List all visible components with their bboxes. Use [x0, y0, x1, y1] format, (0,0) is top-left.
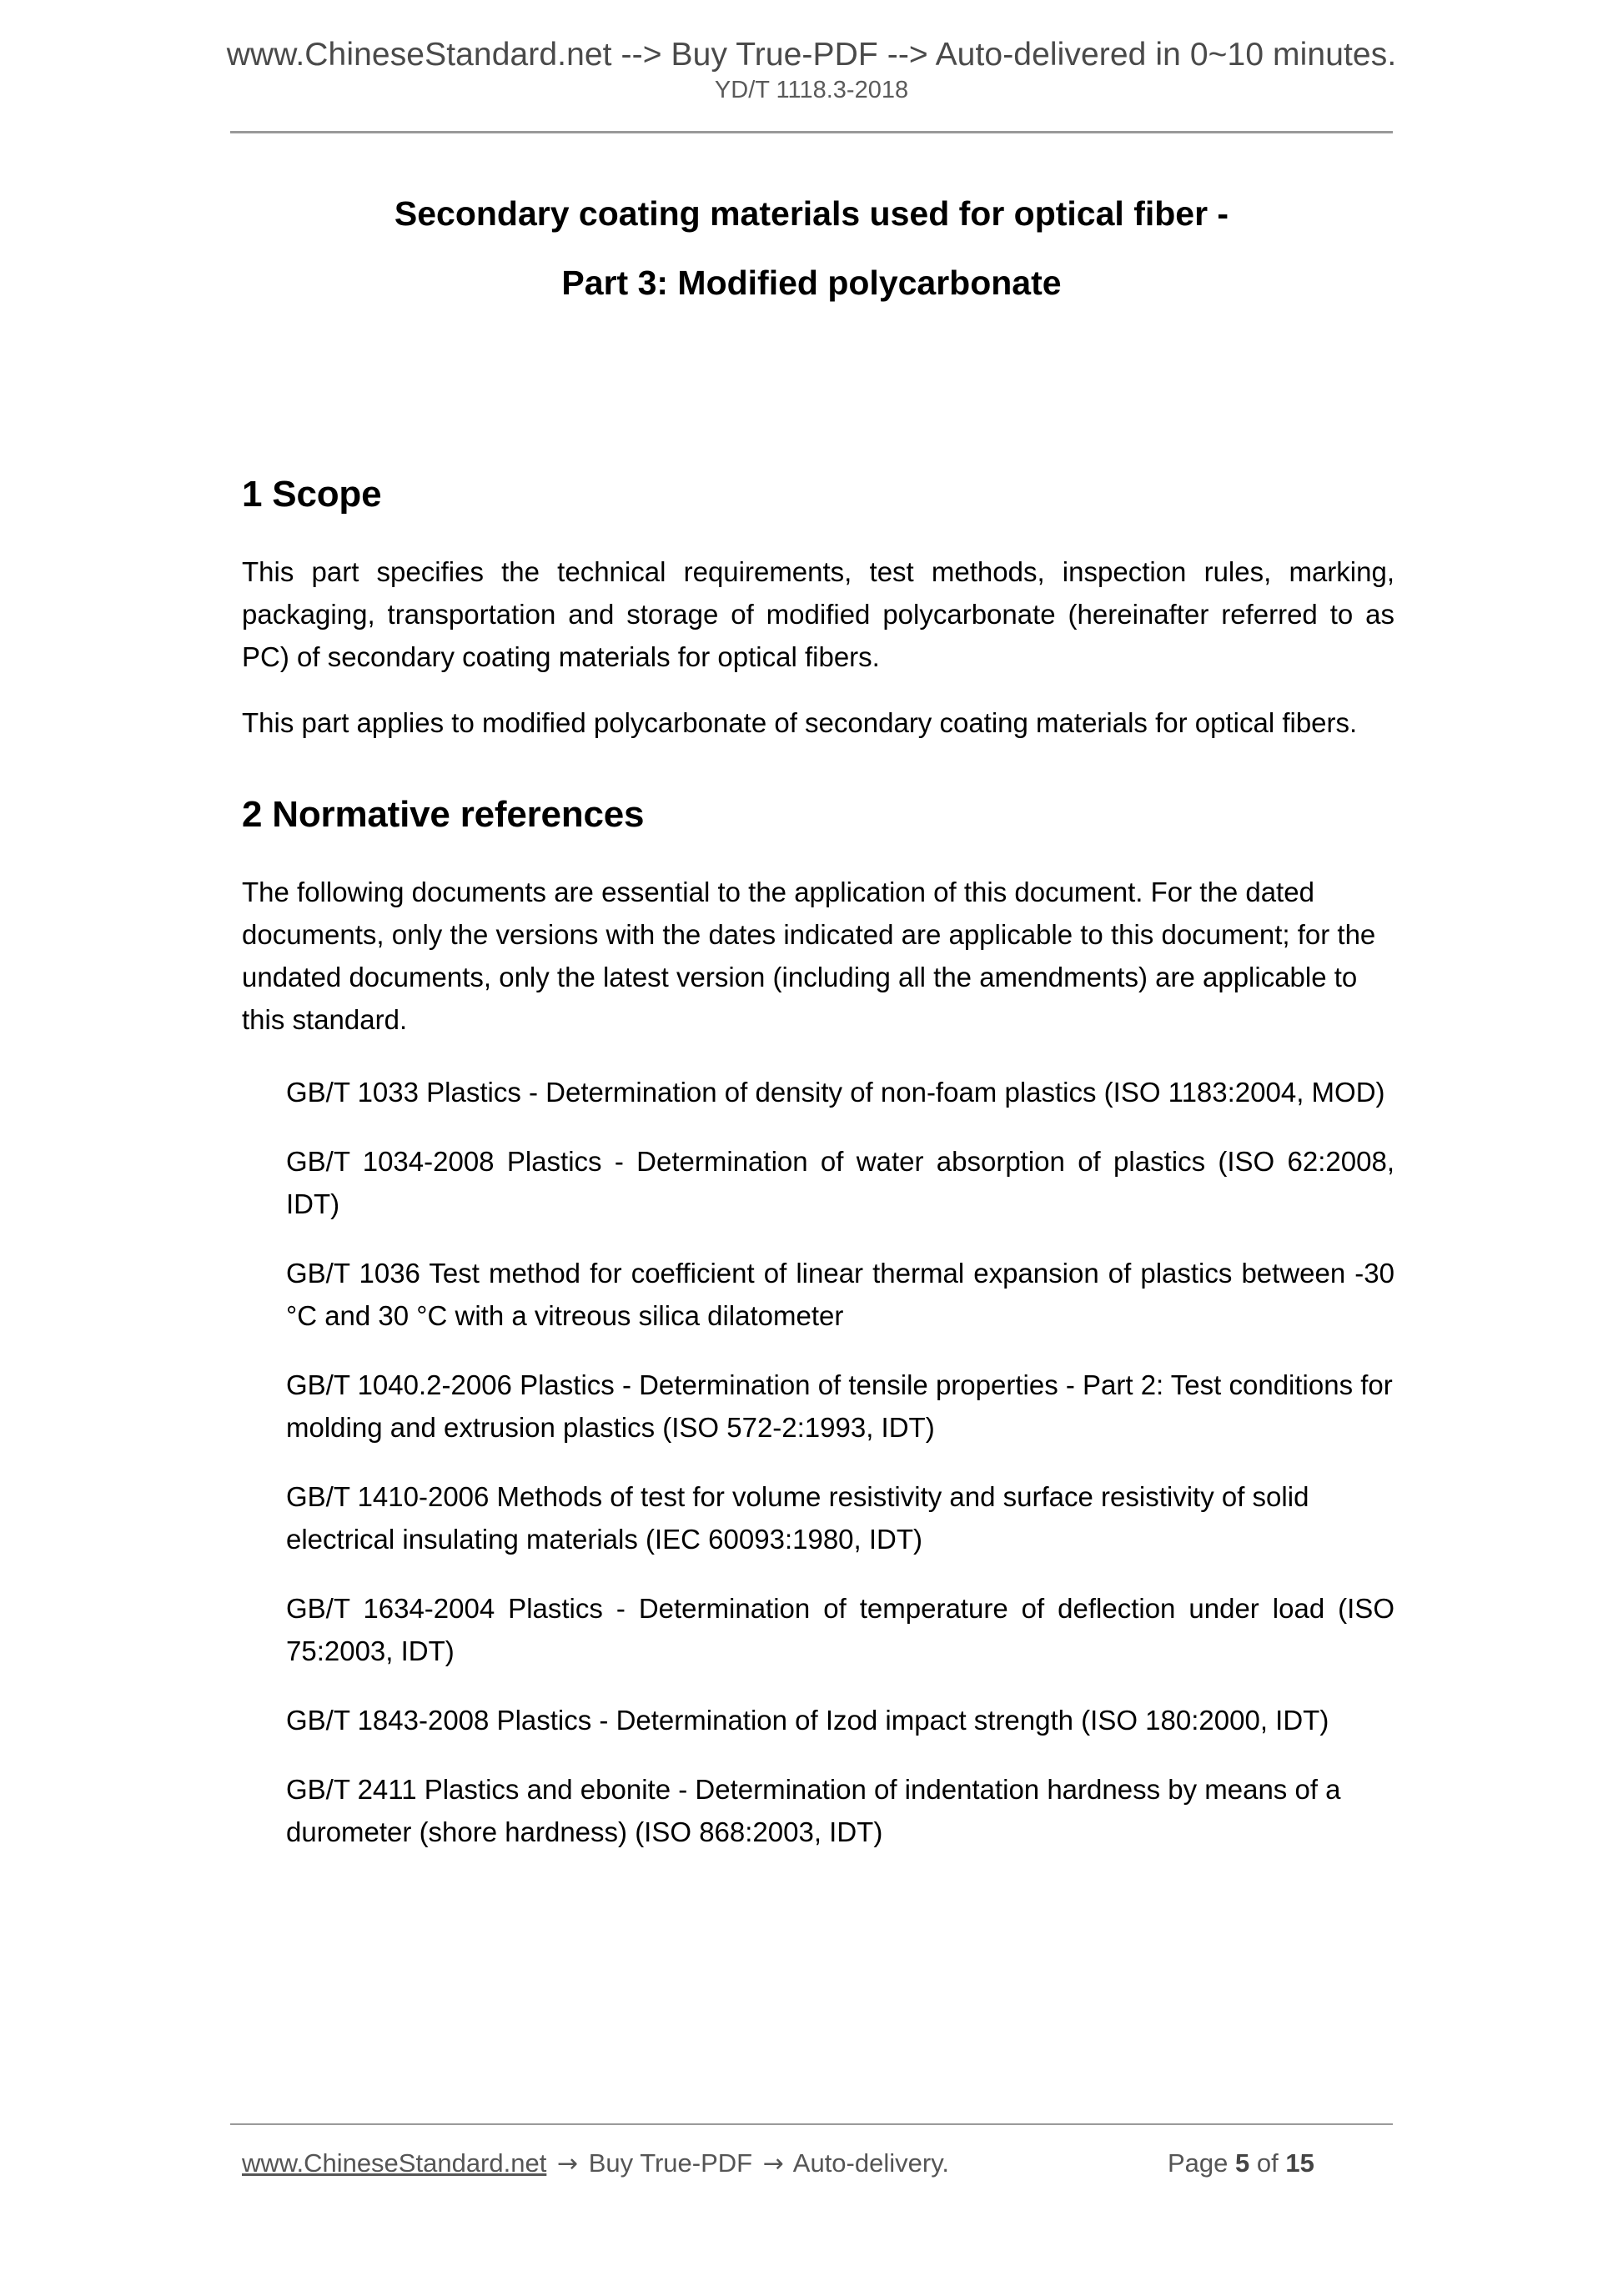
- arrow-right-icon: →: [556, 2149, 579, 2178]
- of-label: of: [1256, 2148, 1279, 2178]
- section-heading-scope: 1 Scope: [242, 474, 382, 515]
- list-item: GB/T 1634-2004 Plastics - Determination of temperature of deflection under load (ISO 75:2003, IDT): [286, 1593, 1394, 1667]
- spacer: [242, 678, 1394, 701]
- document-body: [242, 475, 1394, 1853]
- normative-references-intro: The following documents are essential to the application of this document. For the dated documents, only the versions with the dates indicated are applicable to this document; for the undated documents, only the latest version (including all the amendments) are applicable to this standard.: [242, 877, 1376, 1036]
- footer-delivery-text: Auto-delivery.: [792, 2148, 950, 2178]
- spacer: [242, 834, 1394, 871]
- page-label: Page: [1168, 2148, 1229, 2178]
- header-standard-number: YD/T 1118.3-2018: [714, 77, 909, 103]
- document-title-line-1: Secondary coating materials used for optical fiber -: [394, 194, 1229, 233]
- arrow-right-icon: →: [762, 2149, 784, 2178]
- scope-paragraph-1: This part specifies the technical requirements, test methods, inspection rules, marking, packaging, transportation and storage of modified polycarbonate (hereinafter referred to as PC) of secondary coating materials for optical fibers.: [242, 556, 1394, 673]
- footer-buy-text: Buy True-PDF: [588, 2148, 753, 2178]
- document-title: [230, 194, 1393, 302]
- page-number: 5: [1235, 2148, 1250, 2178]
- footer-site-link[interactable]: www.ChineseStandard.net: [242, 2148, 547, 2178]
- normative-reference-list: [242, 1071, 1394, 1853]
- header-divider: [230, 131, 1393, 133]
- list-item: GB/T 2411 Plastics and ebonite - Determination of indentation hardness by means of a durometer (shore hardness) (ISO 868:2003, IDT): [286, 1774, 1341, 1848]
- list-item: GB/T 1843-2008 Plastics - Determination of Izod impact strength (ISO 180:2000, IDT): [286, 1705, 1329, 1736]
- section-heading-normative-references: 2 Normative references: [242, 794, 645, 836]
- document-title-line-2: Part 3: Modified polycarbonate: [561, 264, 1062, 302]
- header-promo-text: www.ChineseStandard.net --> Buy True-PDF --> Auto-delivered in 0~10 minutes.: [226, 37, 1397, 73]
- list-item: GB/T 1040.2-2006 Plastics - Determination of tensile properties - Part 2: Test conditions for molding and extrusion plastics (ISO 572-2:1993, IDT): [286, 1369, 1393, 1444]
- spacer: [242, 514, 1394, 550]
- scope-paragraph-2: This part applies to modified polycarbonate of secondary coating materials for optical fibers.: [242, 707, 1358, 739]
- list-item: GB/T 1410-2006 Methods of test for volume resistivity and surface resistivity of solid electrical insulating materials (IEC 60093:1980, IDT): [286, 1481, 1309, 1555]
- spacer: [242, 1041, 1394, 1071]
- footer-page-info: [1168, 2150, 1314, 2176]
- spacer: [242, 744, 1394, 796]
- list-item: GB/T 1033 Plastics - Determination of density of non-foam plastics (ISO 1183:2004, MOD): [286, 1077, 1385, 1108]
- list-item: GB/T 1034-2008 Plastics - Determination of water absorption of plastics (ISO 62:2008, IDT): [286, 1146, 1394, 1220]
- list-item: GB/T 1036 Test method for coefficient of linear thermal expansion of plastics between -30 °C and 30 °C with a vitreous silica dilatometer: [286, 1258, 1394, 1332]
- page-header: [0, 38, 1623, 103]
- total-pages: 15: [1285, 2148, 1314, 2178]
- footer-divider: [230, 2123, 1393, 2125]
